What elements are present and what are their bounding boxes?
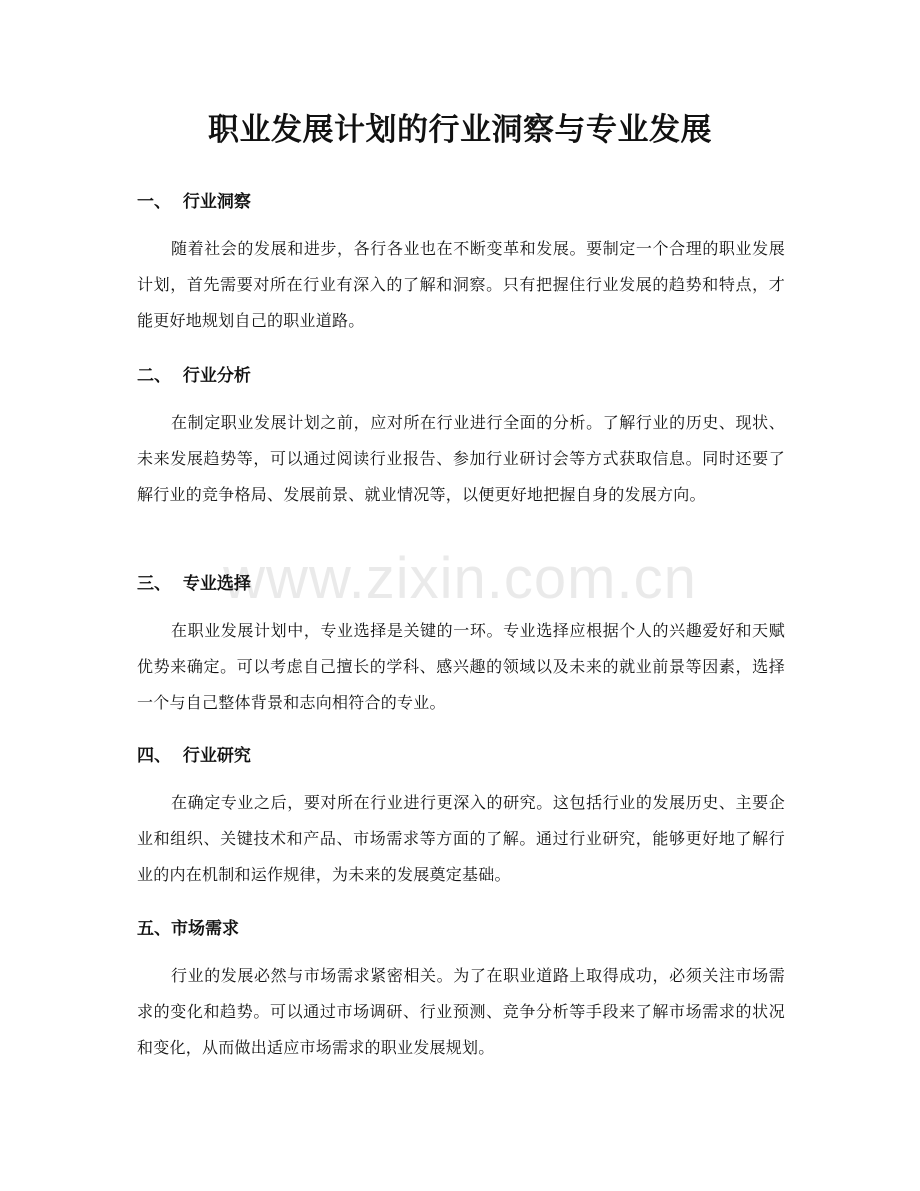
section-heading: 四、 行业研究 <box>137 746 251 766</box>
section-paragraph: 在职业发展计划中，专业选择是关键的一环。专业选择应根据个人的兴趣爱好和天赋优势来确定。可以考虑自己擅长的学科、感兴趣的领域以及未来的就业前景等因素，选择一个与自己整体背景和志向相符合的专业。 <box>137 621 785 712</box>
section-industry-analysis <box>137 363 785 513</box>
section-heading: 一、 行业洞察 <box>137 192 251 212</box>
document-title: 职业发展计划的行业洞察与专业发展 <box>208 112 712 148</box>
section-heading: 五、市场需求 <box>137 919 239 939</box>
watermark: www.zixin.com.cn <box>223 546 697 611</box>
section-heading: 二、 行业分析 <box>137 366 251 386</box>
section-heading: 三、 专业选择 <box>137 574 251 594</box>
section-paragraph: 在确定专业之后，要对所在行业进行更深入的研究。这包括行业的发展历史、主要企业和组织、关键技术和产品、市场需求等方面的了解。通过行业研究，能够更好地了解行业的内在机制和运作规律，为未来的发展奠定基础。 <box>137 793 785 884</box>
section-paragraph: 行业的发展必然与市场需求紧密相关。为了在职业道路上取得成功，必须关注市场需求的变化和趋势。可以通过市场调研、行业预测、竞争分析等手段来了解市场需求的状况和变化，从而做出适应市场需求的职业发展规划。 <box>137 966 785 1057</box>
section-market-demand <box>137 916 785 1066</box>
section-industry-insight <box>137 189 785 339</box>
section-paragraph: 随着社会的发展和进步，各行各业也在不断变革和发展。要制定一个合理的职业发展计划，首先需要对所在行业有深入的了解和洞察。只有把握住行业发展的趋势和特点，才能更好地规划自己的职业道路。 <box>137 239 785 330</box>
section-paragraph: 在制定职业发展计划之前，应对所在行业进行全面的分析。了解行业的历史、现状、未来发展趋势等，可以通过阅读行业报告、参加行业研讨会等方式获取信息。同时还要了解行业的竞争格局、发展前景、就业情况等，以便更好地把握自身的发展方向。 <box>137 413 785 504</box>
section-industry-research <box>137 743 785 893</box>
section-major-selection <box>137 571 785 721</box>
